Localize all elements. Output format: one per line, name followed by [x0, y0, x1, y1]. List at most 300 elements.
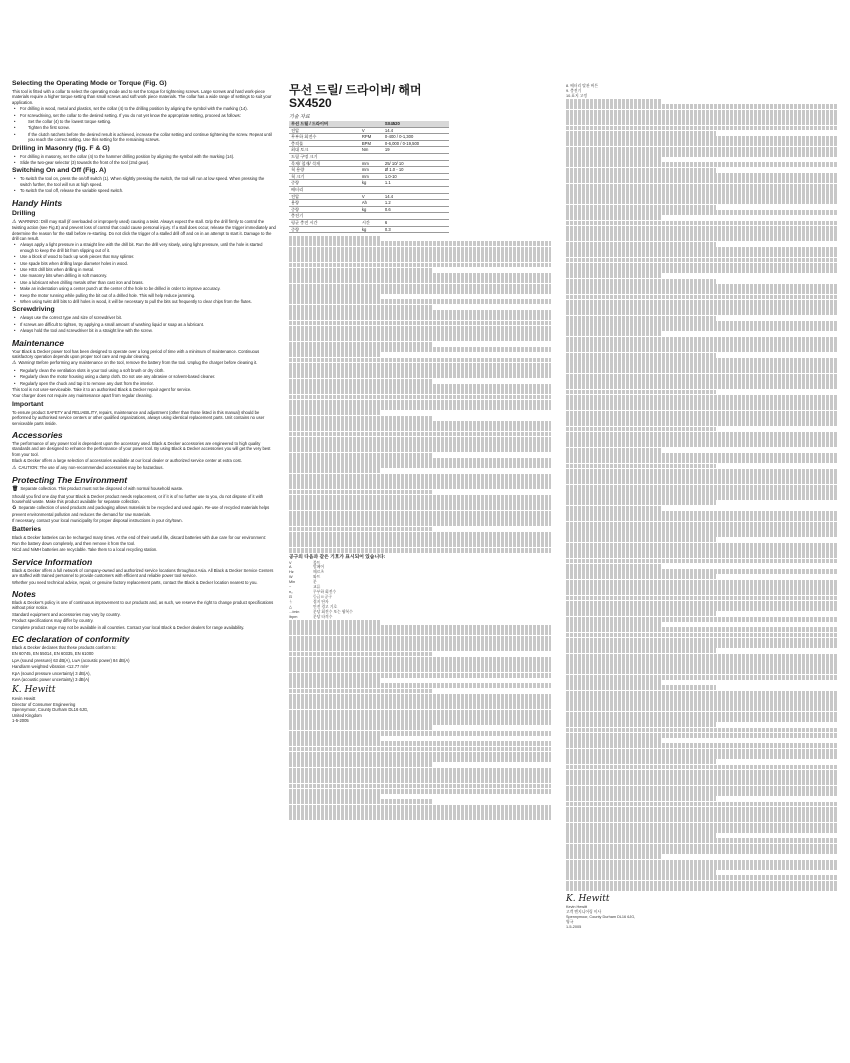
text-line	[566, 289, 838, 294]
text-line	[566, 104, 838, 109]
masonry-heading: Drilling in Masonry (fig. F & G)	[12, 144, 110, 152]
text-line	[566, 353, 716, 358]
spec-unit: kg	[360, 180, 383, 187]
operating-mode-intro: This tool is fitted with a collar to select the operating mode and to set the torque for tightening screws. Large screws and hard work-piece materials require a higher torque setting than small screws and soft work piece materials. The collar has a wide range of settings to suit your application.	[12, 89, 272, 105]
text-line	[289, 310, 551, 315]
symbol-meaning: 암페어	[313, 565, 325, 570]
text-line	[289, 715, 551, 720]
masonry-bullet: • Slide the two-gear selector (3) towards the front of the tool (2nd gear).	[12, 160, 277, 165]
text-line	[289, 278, 551, 283]
text-line	[566, 691, 838, 696]
text-line	[566, 236, 838, 241]
korean-body-text-3	[566, 99, 838, 891]
spec-unit: V	[360, 127, 383, 134]
text-line	[566, 115, 838, 120]
text-line	[289, 757, 551, 762]
korean-body-text	[289, 236, 551, 552]
warning-icon: ⚠	[12, 464, 17, 471]
spec-label: 무부하 회전수	[289, 134, 360, 141]
text-line	[566, 696, 838, 701]
text-line	[566, 765, 838, 770]
symbol-meaning: 와트	[313, 575, 321, 580]
text-line	[566, 432, 838, 437]
signer-name-kr: Kevin Hewitt	[566, 904, 588, 909]
text-line	[566, 310, 838, 315]
maintenance-warning	[12, 360, 277, 366]
spec-unit: mm	[360, 173, 383, 180]
text-line	[289, 657, 551, 662]
hint-bullet: • Keep the motor running while pulling the bit out of a drilled hole. This will help reduce jamming.	[12, 293, 277, 298]
text-line	[566, 564, 661, 569]
environment-text2: Should you find one day that your Black & Decker product needs replacement, or if it is of no further use to you, do not dispose of it with household waste. Make this product available for separate collection.	[12, 493, 264, 504]
korean-body-text-2	[289, 620, 551, 820]
text-line	[566, 559, 838, 564]
text-line	[289, 453, 433, 458]
text-line	[566, 659, 838, 664]
text-line	[566, 226, 838, 231]
text-line	[566, 675, 838, 680]
text-line	[566, 485, 838, 490]
text-line	[566, 120, 838, 125]
text-line	[289, 625, 551, 630]
spec-unit	[360, 186, 383, 193]
spec-label: 용량	[289, 200, 360, 207]
ec-line: LpA (sound pressure) 63 dB(A), LwA (acoustic power) 84 dB(A)	[12, 657, 130, 663]
text-line	[289, 810, 551, 815]
text-line	[566, 738, 661, 743]
text-line	[566, 664, 838, 669]
text-line	[566, 363, 838, 368]
spec-label: 충격률	[289, 140, 360, 147]
spec-value: 25/ 10/ 10	[383, 160, 449, 167]
operating-mode-bullet: • Tighten the first screw.	[12, 125, 277, 130]
spec-label: 중량	[289, 226, 360, 233]
text-line	[566, 110, 838, 115]
text-line	[289, 630, 551, 635]
text-line	[566, 685, 716, 690]
text-line	[566, 759, 716, 764]
maintenance-text2: This tool is not user-serviceable. Take it to an authorised Black & Decker repair agent for service.	[12, 387, 192, 393]
text-line	[566, 157, 661, 162]
text-line	[566, 99, 661, 104]
text-line	[566, 448, 661, 453]
text-line	[289, 673, 551, 678]
switching-bullet: • To switch the tool off, release the variable speed switch.	[12, 188, 277, 193]
text-line	[566, 680, 661, 685]
text-line	[289, 447, 551, 452]
text-line	[566, 464, 716, 469]
maintenance-text: Your Black & Decker power tool has been designed to operate over a long period of time with a minimum of maintenance. Continuous satisfactory operation depends upon proper tool care and regular cleaning.	[12, 348, 260, 359]
text-line	[566, 775, 838, 780]
text-line	[566, 368, 838, 373]
text-line	[566, 411, 838, 416]
text-line	[566, 268, 838, 273]
text-line	[289, 527, 433, 532]
handy-hints-heading: Handy Hints	[12, 197, 63, 208]
ec-line: Hand/arm weighted vibration <12.77 m/s²	[12, 664, 89, 670]
text-line	[289, 326, 551, 331]
text-line	[289, 521, 551, 526]
text-line	[566, 273, 661, 278]
spec-row	[289, 127, 449, 134]
spec-label: 척 크기	[289, 173, 360, 180]
text-line	[289, 773, 551, 778]
environment-text3-span: Separate collection of used products and packaging allows materials to be recycled and used again. Re-use of recycled materials helps prevent environmental pollution and reduces the demand for raw materials.	[12, 505, 270, 517]
notes-text4: Complete product range may not be available in all countries. Contact your local Black & Decker dealers for range availability.	[12, 624, 245, 630]
text-line	[289, 247, 551, 252]
signer-country: United Kingdom	[12, 712, 42, 718]
text-line	[289, 284, 551, 289]
spec-row	[289, 167, 449, 174]
signature-date-kr: 1-5-2005	[566, 924, 582, 929]
text-line	[289, 468, 381, 473]
signature-kr: K. Hewitt	[566, 893, 610, 904]
operating-mode-bullet: • For screwdriving, set the collar to the desired setting. If you do not yet know the appropriate setting, proceed as follows:	[12, 113, 277, 118]
text-line	[289, 484, 551, 489]
text-line	[566, 511, 838, 516]
text-line	[566, 384, 838, 389]
text-line	[566, 823, 838, 828]
spec-value: 0.3	[383, 226, 449, 233]
text-line	[566, 469, 838, 474]
text-line	[289, 479, 551, 484]
korean-title: 무선 드릴/ 드라이버/ 해머	[289, 83, 422, 97]
text-line	[566, 342, 838, 347]
text-line	[289, 315, 551, 320]
hint-bullet: • Use masonry bits when drilling in soft masonry.	[12, 273, 277, 278]
text-line	[289, 636, 551, 641]
screw-bullet: • Always hold the tool and screwdriver bit in a straight line with the screw.	[12, 328, 277, 333]
text-line	[566, 358, 838, 363]
symbol-meaning: 접지 단자	[313, 599, 329, 604]
important-heading: Important	[12, 400, 44, 408]
text-line	[566, 580, 838, 585]
text-line	[566, 622, 661, 627]
hint-bullet: • Use a block of wood to back up work pieces that may splinter.	[12, 254, 277, 259]
hint-bullet: • Use a lubricant when drilling metals other than cast iron and brass.	[12, 280, 277, 285]
text-line	[566, 205, 716, 210]
text-line	[566, 648, 716, 653]
text-line	[289, 437, 551, 442]
text-line	[566, 574, 716, 579]
text-line	[289, 731, 551, 736]
text-line	[566, 194, 838, 199]
text-line	[566, 263, 838, 268]
text-line	[289, 741, 551, 746]
spec-row	[289, 226, 449, 233]
screw-bullet: • If screws are difficult to tighten, try applying a small amount of washing liquid or soap as a lubricant.	[12, 322, 277, 327]
text-line	[566, 870, 716, 875]
text-line	[566, 596, 838, 601]
text-line	[566, 416, 838, 421]
text-line	[566, 215, 661, 220]
symbol: .../min	[289, 609, 300, 614]
text-line	[289, 236, 381, 241]
screwdriving-subheading: Screwdriving	[12, 306, 55, 314]
masonry-bullet: • For drilling in masonry, set the collar (4) to the hammer drilling position by aligning the symbol with the marking (14).	[12, 154, 277, 159]
spec-row	[289, 200, 449, 207]
symbol-meaning: 분	[313, 580, 317, 585]
spec-unit: Nm	[360, 147, 383, 154]
text-line	[566, 331, 661, 336]
maintenance-bullet: • Regularly open the chuck and tap it to remove any dust from the interior.	[12, 381, 277, 386]
text-line	[566, 875, 838, 880]
text-line	[289, 667, 551, 672]
text-line	[566, 178, 838, 183]
text-line	[289, 704, 551, 709]
text-line	[566, 400, 838, 405]
text-line	[566, 601, 838, 606]
signature-date: 1-5-2005	[12, 718, 29, 724]
text-line	[289, 416, 433, 421]
text-line	[566, 152, 838, 157]
spec-row	[289, 193, 449, 200]
spec-unit: mm	[360, 160, 383, 167]
text-line	[566, 405, 838, 410]
ec-line: KwA (acoustic power uncertainty) 3 dB(A)	[12, 677, 90, 683]
text-line	[566, 305, 838, 310]
text-line	[289, 752, 551, 757]
text-line	[289, 694, 551, 699]
text-line	[289, 458, 551, 463]
text-line	[566, 643, 838, 648]
spec-unit: kg	[360, 226, 383, 233]
text-line	[566, 379, 838, 384]
symbol-row	[289, 615, 551, 620]
text-line	[566, 168, 716, 173]
environment-heading: Protecting The Environment	[12, 475, 128, 486]
signer-title: Director of Consumer Engineering	[12, 701, 76, 707]
text-line	[566, 442, 838, 447]
english-column	[12, 78, 277, 723]
text-line	[566, 516, 838, 521]
text-line	[289, 331, 551, 336]
signer-country-kr: 영국	[566, 919, 574, 924]
text-line	[289, 652, 433, 657]
spec-label: 전압	[289, 127, 360, 134]
signer-address: Spennymoor, County Durham DL16 6JG,	[12, 707, 89, 713]
text-line	[566, 611, 716, 616]
text-line	[566, 780, 838, 785]
notes-text: Black & Decker's policy is one of continuous improvement to our products and, as such, we reserve the right to change product specifications without prior notice.	[12, 599, 274, 611]
text-line	[289, 263, 551, 268]
text-line	[566, 807, 838, 812]
text-line	[289, 389, 551, 394]
drilling-warning-text: WARNING: Drill may stall (if overloaded or improperly used) causing a twist. Always expect the stall. Grip the drill firmly to control the twisting action (see Fig.E) and prevent loss of control that could cause personal injury. If a stall does occur, release the trigger immediately and determine the reason for the stall before re-starting. Do not click the trigger of a stalled drill off and on in an attempt to start it. Damage to the drill can result.	[12, 218, 276, 241]
text-line	[566, 728, 838, 733]
text-line	[289, 784, 551, 789]
text-line	[289, 778, 551, 783]
spec-row	[289, 134, 449, 141]
symbol-meaning: 분당 회전수 또는 왕복수	[313, 609, 353, 614]
right-top-item: 9. 충전기	[566, 88, 582, 93]
text-line	[289, 294, 381, 299]
text-line	[566, 669, 838, 674]
batteries-text3: NiCd and NiMH batteries are recyclable. Take them to a local recycling station.	[12, 547, 158, 553]
text-line	[566, 701, 838, 706]
text-line	[566, 849, 838, 854]
notes-text3: Product specifications may differ by country.	[12, 618, 94, 624]
symbol: Hz	[289, 570, 294, 575]
text-line	[289, 799, 433, 804]
text-line	[289, 490, 433, 495]
spec-unit: V	[360, 193, 383, 200]
text-line	[289, 442, 551, 447]
text-line	[566, 749, 838, 754]
text-line	[566, 786, 838, 791]
text-line	[289, 347, 551, 352]
text-line	[566, 337, 838, 342]
text-line	[566, 548, 838, 553]
text-line	[566, 316, 716, 321]
notes-text2: Standard equipment and accessories may vary by country.	[12, 611, 121, 617]
text-line	[566, 854, 661, 859]
signer-name: Kevin Hewitt	[12, 696, 36, 702]
text-line	[566, 638, 838, 643]
spec-value: SX4520	[383, 121, 449, 127]
text-line	[566, 717, 838, 722]
model-number: SX4520	[289, 96, 332, 110]
spec-value: 19	[383, 147, 449, 154]
text-line	[566, 421, 838, 426]
text-line	[289, 794, 381, 799]
batteries-text: Black & Decker batteries can be recharged many times. At the end of their useful life, discard batteries with due care for our environment:	[12, 534, 266, 540]
text-line	[289, 710, 551, 715]
spec-unit: RPM	[360, 134, 383, 141]
hint-bullet: • Always apply a light pressure in a straight line with the drill bit. Run the drill very slowly, using light pressure, until the hole is started enough to keep the drill bit from slipping out of it.	[12, 242, 277, 253]
text-line	[289, 363, 551, 368]
text-line	[566, 633, 838, 638]
spec-value: 14.4	[383, 193, 449, 200]
environment-text	[12, 486, 277, 492]
text-line	[566, 252, 838, 257]
text-line	[566, 537, 716, 542]
text-line	[289, 789, 551, 794]
spec-unit: Ah	[360, 200, 383, 207]
signer-title-kr: 고객 엔지니어링 이사	[566, 909, 602, 914]
text-line	[566, 886, 838, 891]
environment-text-span: Separate collection. This product must not be disposed of with normal household waste.	[20, 486, 184, 492]
text-line	[566, 141, 838, 146]
hint-bullet: • When using twist drill bits to drill holes in wood, it will be necessary to pull the bits out frequently to clear chips from the flutes.	[12, 299, 277, 304]
text-line	[566, 590, 838, 595]
right-top-item: 10.표지 고정	[566, 93, 588, 98]
symbol-caption: 공구의 다음과 같은 기호가 표시되어 있습니다:	[289, 554, 386, 560]
symbol: A	[289, 565, 292, 570]
symbol-meaning: 교류	[313, 585, 321, 590]
text-line	[566, 743, 838, 748]
symbol: ⊡	[289, 594, 293, 599]
text-line	[289, 395, 551, 400]
text-line	[566, 881, 838, 886]
spec-label: 평균 충전 시간	[289, 219, 360, 226]
text-line	[289, 516, 551, 521]
recycle-icon: ♻	[12, 505, 17, 512]
text-line	[566, 627, 838, 632]
symbol-meaning: 볼트	[313, 560, 321, 565]
text-line	[566, 617, 838, 622]
symbol: V	[289, 560, 292, 565]
spec-label: 무선 드릴 / 드라이버	[289, 121, 360, 127]
symbol-list	[289, 561, 551, 620]
switching-bullet: • To switch the tool on, press the on/off switch (1). When slightly pressing the switch, the tool will run at low speed. When pressing the switch further, the tool will run at high speed.	[12, 176, 277, 187]
text-line	[566, 258, 838, 263]
text-line	[566, 706, 838, 711]
text-line	[566, 189, 838, 194]
text-line	[289, 268, 433, 273]
text-line	[566, 242, 716, 247]
text-line	[566, 347, 838, 352]
accessories-text2: Black & Decker offers a large selection of accessories available at our local dealer or authorized service center at extra cost.	[12, 458, 242, 464]
spec-value: 6	[383, 219, 449, 226]
text-line	[566, 321, 838, 326]
text-line	[566, 390, 716, 395]
spec-value: Ø 1.0 - 10	[383, 167, 449, 174]
symbol: Min	[289, 580, 296, 585]
hint-bullet: • Use spade bits when drilling large diameter holes in wood.	[12, 261, 277, 266]
right-top-item: 8. 배터리 탈관 버튼	[566, 84, 599, 88]
service-text2: Whether you need technical advice, repair, or genuine factory replacement parts, contact the Black & Decker location nearest to you.	[12, 579, 258, 585]
spec-row	[289, 219, 449, 226]
text-line	[289, 373, 551, 378]
spec-label: 목재/ 철재/ 석재	[289, 160, 360, 167]
text-line	[566, 553, 838, 558]
text-line	[566, 506, 661, 511]
text-line	[566, 712, 838, 717]
korean-column	[289, 84, 551, 821]
maintenance-warning-text: Warning! Before performing any maintenance on the tool, remove the battery from the tool. Unplug the charger before cleaning it.	[18, 360, 258, 366]
text-line	[566, 654, 838, 659]
text-line	[566, 733, 838, 738]
text-line	[566, 437, 838, 442]
text-line	[566, 838, 838, 843]
symbol: n₀	[289, 590, 293, 595]
text-line	[566, 865, 838, 870]
text-line	[289, 725, 433, 730]
text-line	[566, 395, 838, 400]
accessories-caution	[12, 465, 277, 471]
environment-text4: If necessary, contact your local municipality for proper disposal instructions in your city/town.	[12, 518, 183, 524]
signature: K. Hewitt	[12, 685, 56, 696]
text-line	[566, 860, 838, 865]
text-line	[566, 247, 838, 252]
text-line	[289, 299, 551, 304]
spec-value: 0-6,000 / 0-19,500	[383, 140, 449, 147]
text-line	[289, 336, 551, 341]
spec-row	[289, 206, 449, 213]
ec-line: KpA (sound pressure uncertainty) 3 dB(A),	[12, 670, 91, 676]
text-line	[566, 147, 838, 152]
text-line	[566, 184, 838, 189]
text-line	[566, 606, 838, 611]
spec-value: 14.4	[383, 127, 449, 134]
symbol-meaning: 등급 II 공구	[313, 594, 332, 599]
spec-value: 1.1	[383, 180, 449, 187]
text-line	[566, 173, 838, 178]
text-line	[289, 505, 551, 510]
korean-column-continued	[566, 84, 838, 929]
text-line	[566, 490, 838, 495]
text-line	[289, 620, 381, 625]
warning-icon: ⚠	[12, 218, 17, 225]
text-line	[566, 131, 716, 136]
text-line	[566, 828, 838, 833]
text-line	[289, 289, 551, 294]
text-line	[566, 479, 838, 484]
text-line	[289, 720, 551, 725]
batteries-text2: Run the battery down completely, and then remove it from the tool.	[12, 540, 136, 546]
text-line	[566, 199, 838, 204]
